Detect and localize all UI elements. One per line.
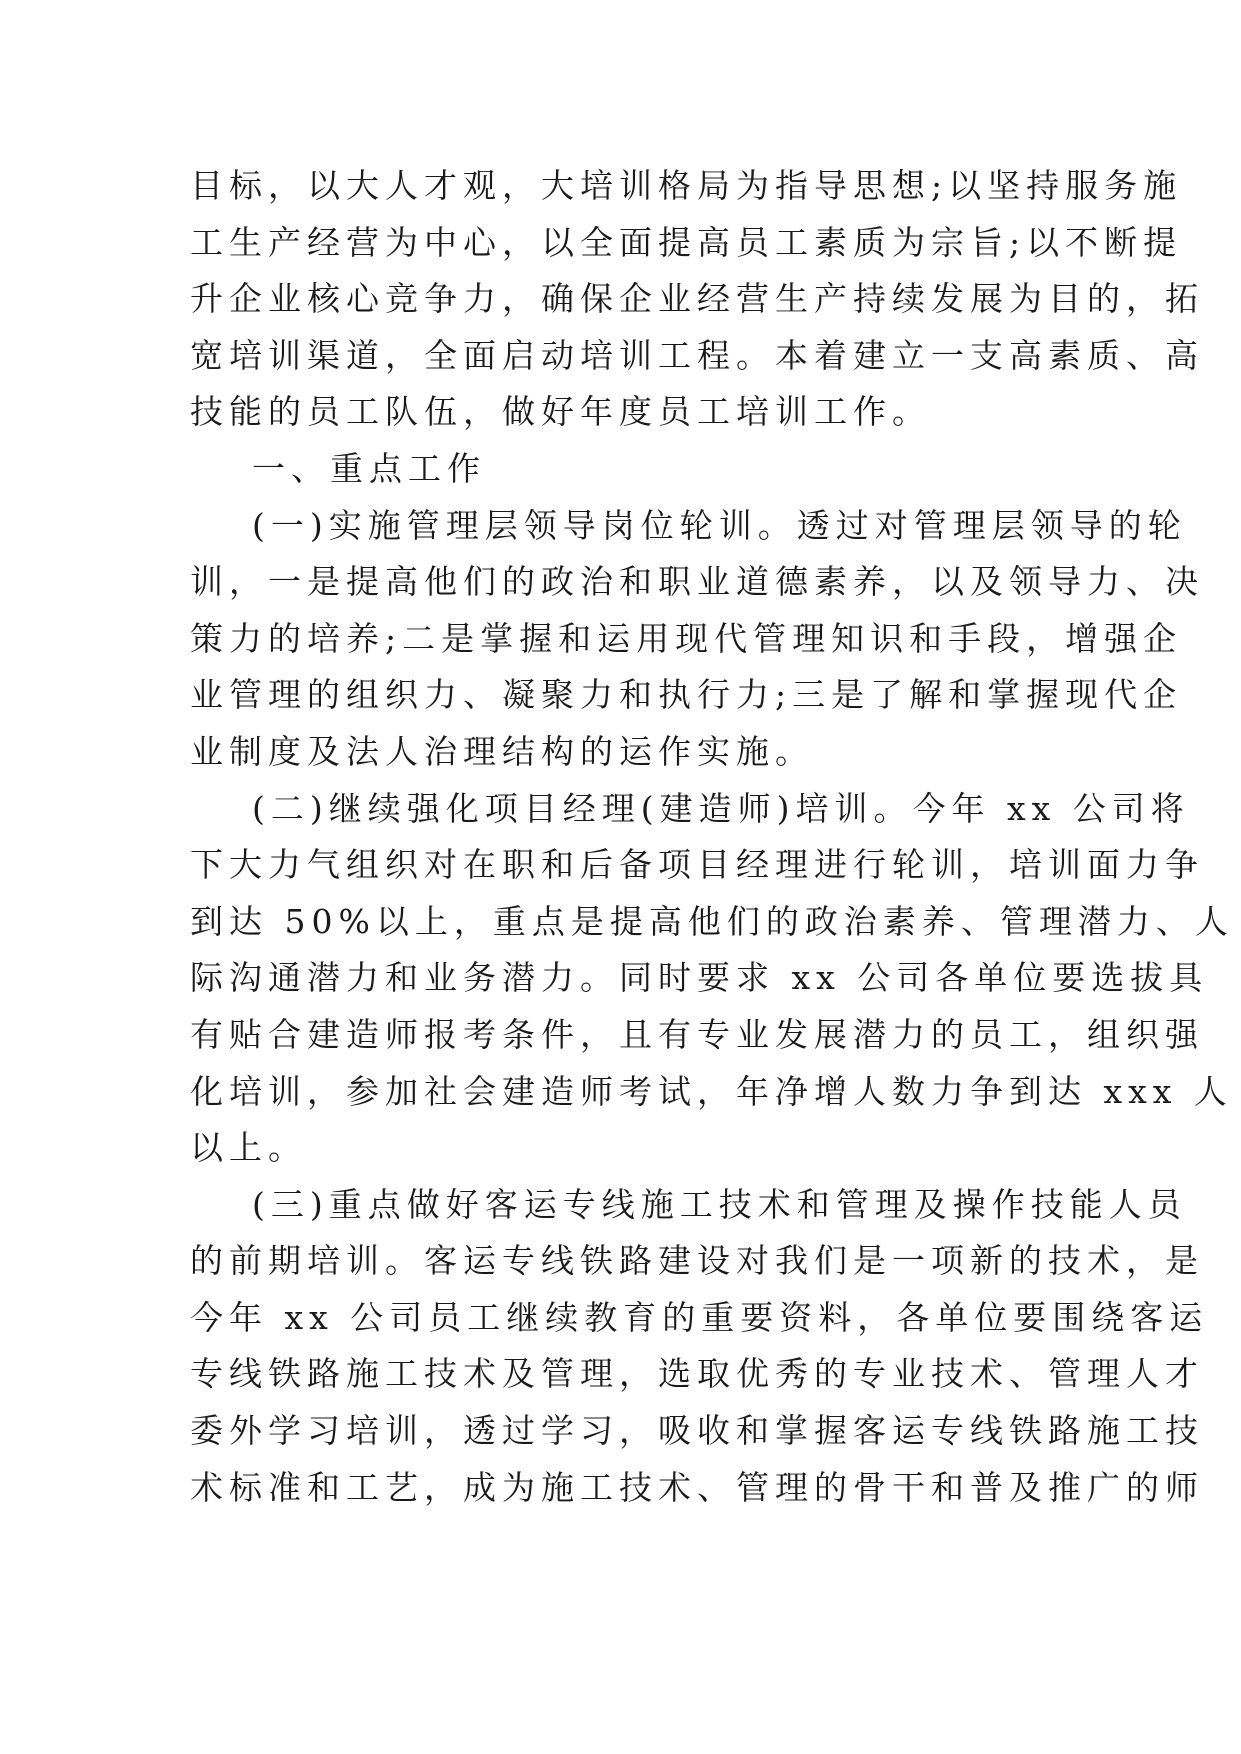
- text-line: 术标准和工艺，成为施工技术、管理的骨干和普及推广的师: [190, 1467, 1204, 1507]
- paragraph-start: (二)继续强化项目经理(建造师)培训。今年 xx 公司将: [252, 788, 1190, 828]
- text-line: 有贴合建造师报考条件，且有专业发展潜力的员工，组织强: [190, 1014, 1204, 1054]
- section-heading: 一、重点工作: [252, 448, 486, 488]
- document-body: [190, 158, 1234, 1516]
- text-line: 今年 xx 公司员工继续教育的重要资料，各单位要围绕客运: [190, 1297, 1209, 1337]
- text-line: 业管理的组织力、凝聚力和执行力;三是了解和掌握现代企: [190, 675, 1183, 715]
- text-line: 升企业核心竞争力，确保企业经营生产持续发展为目的，拓: [190, 279, 1204, 319]
- text-line: 专线铁路施工技术及管理，选取优秀的专业技术、管理人才: [190, 1354, 1204, 1394]
- text-line: 技能的员工队伍，做好年度员工培训工作。: [190, 392, 931, 432]
- text-line: 宽培训渠道，全面启动培训工程。本着建立一支高素质、高: [190, 335, 1204, 375]
- text-line: 目标，以大人才观，大培训格局为指导思想;以坚持服务施: [190, 166, 1183, 205]
- text-line: 委外学习培训，透过学习，吸收和掌握客运专线铁路施工技: [190, 1411, 1204, 1451]
- text-line: 的前期培训。客运专线铁路建设对我们是一项新的技术，是: [190, 1241, 1204, 1281]
- text-line: 业制度及法人治理结构的运作实施。: [190, 731, 814, 771]
- text-line: 到达 50%以上，重点是提高他们的政治素养、管理潜力、人: [190, 901, 1234, 941]
- text-line: 工生产经营为中心，以全面提高员工素质为宗旨;以不断提: [190, 222, 1183, 262]
- paragraph-start: (三)重点做好客运专线施工技术和管理及操作技能人员: [252, 1184, 1187, 1224]
- paragraph-start: (一)实施管理层领导岗位轮训。透过对管理层领导的轮: [252, 505, 1187, 545]
- text-line: 化培训，参加社会建造师考试，年净增人数力争到达 xxx 人: [190, 1071, 1233, 1111]
- text-line: 下大力气组织对在职和后备项目经理进行轮训，培训面力争: [190, 845, 1204, 885]
- text-line: 策力的培养;二是掌握和运用现代管理知识和手段，增强企: [190, 618, 1183, 658]
- text-line: 以上。: [190, 1128, 307, 1168]
- text-line: 际沟通潜力和业务潜力。同时要求 xx 公司各单位要选拔具: [190, 958, 1209, 998]
- text-line: 训，一是提高他们的政治和职业道德素养，以及领导力、决: [190, 562, 1204, 602]
